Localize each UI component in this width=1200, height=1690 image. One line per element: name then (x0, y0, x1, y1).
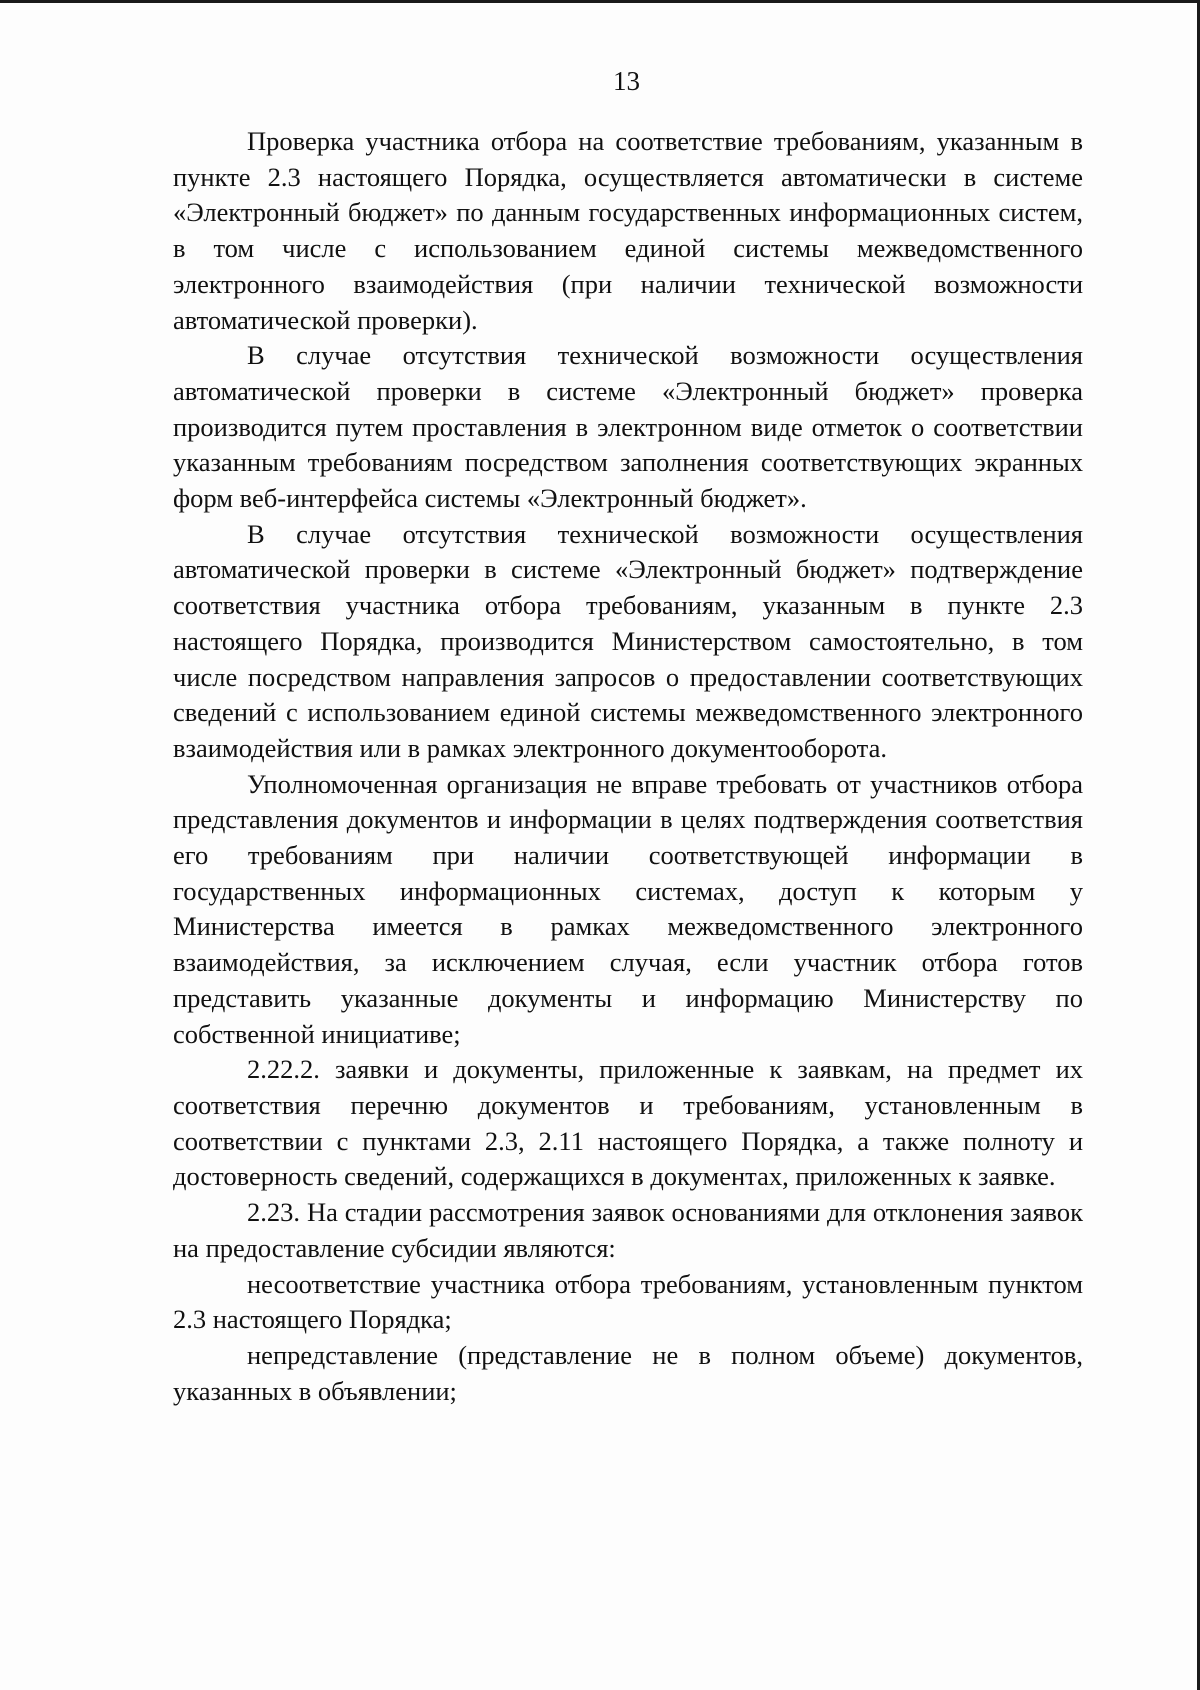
paragraph: В случае отсутствия технической возможности осуществления автоматической проверки в системе «Электронный бюджет» проверка производится путем проставления в электронном виде отметок о соответствии указанным требованиям посредством заполнения соответствующих экранных форм веб-интерфейса системы «Электронный бюджет». (173, 340, 1083, 514)
paragraph: непредставление (представление не в полном объеме) документов, указанных в объявлении; (173, 1339, 1083, 1406)
paragraph: 2.22.2. заявки и документы, приложенные к заявкам, на предмет их соответствия перечню документов и требованиям, установленным в соответствии с пунктами 2.3, 2.11 настоящего Порядка, а также полноту и достоверность сведений, содержащихся в документах, приложенных к заявке. (173, 1054, 1083, 1192)
paragraph: 2.23. На стадии рассмотрения заявок основаниями для отклонения заявок на предоставление субсидии являются: (173, 1197, 1083, 1263)
paragraph: Проверка участника отбора на соответствие требованиям, указанным в пункте 2.3 настоящего Порядка, осуществляется автоматически в системе «Электронный бюджет» по данным государственных информационных систем, в том числе с использованием единой системы межведомственного электронного взаимодействия (при наличии технической возможности автоматической проверки). (173, 126, 1083, 335)
paragraph: несоответствие участника отбора требованиям, установленным пунктом 2.3 настоящего Порядка; (173, 1268, 1083, 1335)
document-body (173, 124, 1083, 1409)
paragraph: В случае отсутствия технической возможности осуществления автоматической проверки в системе «Электронный бюджет» подтверждение соответствия участника отбора требованиям, указанным в пункте 2.3 настоящего Порядка, производится Министерством самостоятельно, в том числе посредством направления запросов о предоставлении соответствующих сведений с использованием единой системы межведомственного электронного взаимодействия или в рамках электронного документооборота. (173, 518, 1083, 763)
paragraph: Уполномоченная организация не вправе требовать от участников отбора представления документов и информации в целях подтверждения соответствия его требованиям при наличии соответствующей информации в государственных информационных системах, доступ к которым у Министерства имеется в рамках межведомственного электронного взаимодействия, за исключением случая, если участник отбора готов представить указанные документы и информацию Министерству по собственной инициативе; (173, 768, 1083, 1049)
page-number: 13 (613, 66, 640, 96)
scan-edge-top (0, 0, 1200, 3)
